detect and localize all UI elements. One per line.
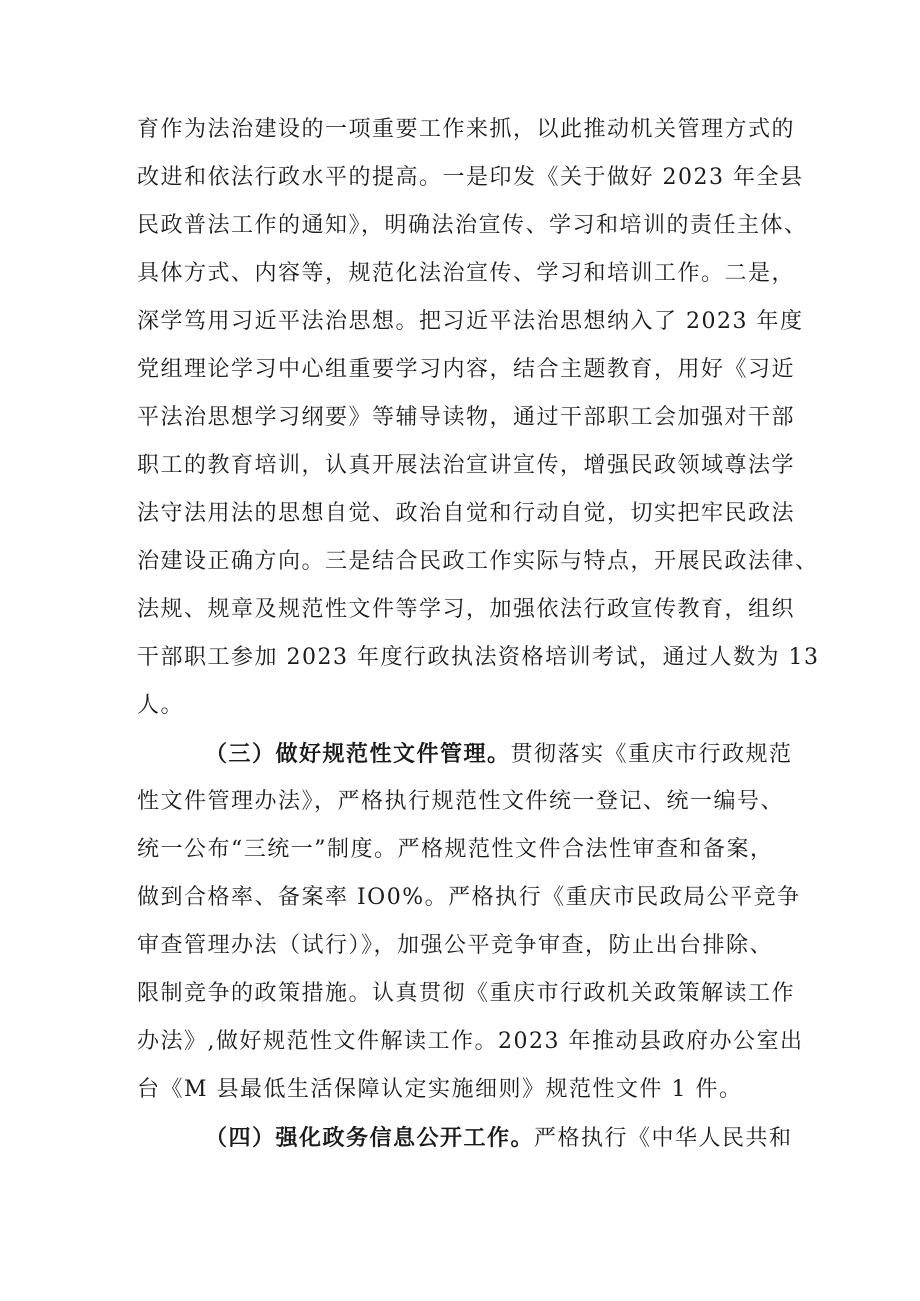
- body-line: 法守法用法的思想自觉、政治自觉和行动自觉，切实把牢民政法: [137, 501, 796, 526]
- body-line: 法规、规章及规范性文件等学习，加强依法行政宣传教育，组织: [137, 597, 796, 622]
- body-line: 深学笃用习近平法治思想。把习近平法治思想纳入了 2023 年度: [137, 309, 804, 334]
- body-line: 平法治思想学习纲要》等辅导读物，通过干部职工会加强对干部: [137, 405, 796, 430]
- section-three-first-line: [137, 730, 797, 778]
- section-four-heading: （四）强化政务信息公开工作。: [205, 1125, 535, 1151]
- body-line: 干部职工参加 2023 年度行政执法资格培训考试，通过人数为 13: [137, 645, 820, 670]
- body-line: 统一公布“三统一”制度。严格规范性文件合法性审查和备案，: [137, 837, 774, 862]
- section-four-lead: 严格执行《中华人民共和: [534, 1126, 793, 1151]
- body-line: 办法》,做好规范性文件解读工作。2023 年推动县政府办公室出: [137, 1029, 804, 1054]
- body-line: 育作为法治建设的一项重要工作来抓，以此推动机关管理方式的: [137, 117, 796, 142]
- section-three-heading: （三）做好规范性文件管理。: [205, 741, 511, 767]
- body-line: 改进和依法行政水平的提高。一是印发《关于做好 2023 年全县: [137, 165, 804, 190]
- body-line: 具体方式、内容等，规范化法治宣传、学习和培训工作。二是，: [137, 261, 796, 286]
- body-line: 人。: [137, 693, 185, 718]
- body-line: 台《M 县最低生活保障认定实施细则》规范性文件 1 件。: [137, 1077, 743, 1102]
- body-line: 性文件管理办法》，严格执行规范性文件统一登记、统一编号、: [137, 789, 785, 814]
- document-body: [137, 106, 820, 1162]
- body-line: 做到合格率、备案率 IO0%。严格执行《重庆市民政局公平竞争: [137, 885, 801, 910]
- body-line: 限制竞争的政策措施。认真贯彻《重庆市行政机关政策解读工作: [137, 981, 796, 1006]
- section-four-first-line: [137, 1114, 797, 1162]
- body-line: 治建设正确方向。三是结合民政工作实际与特点，开展民政法律、: [137, 549, 819, 574]
- section-three-lead: 贯彻落实《重庆市行政规范: [510, 742, 793, 767]
- body-line: 审查管理办法（试行）》，加强公平竞争审查，防止出台排除、: [137, 933, 774, 958]
- body-line: 职工的教育培训，认真开展法治宣讲宣传，增强民政领域尊法学: [137, 453, 796, 478]
- body-line: 民政普法工作的通知》，明确法治宣传、学习和培训的责任主体、: [137, 213, 808, 238]
- body-line: 党组理论学习中心组重要学习内容，结合主题教育，用好《习近: [137, 357, 796, 382]
